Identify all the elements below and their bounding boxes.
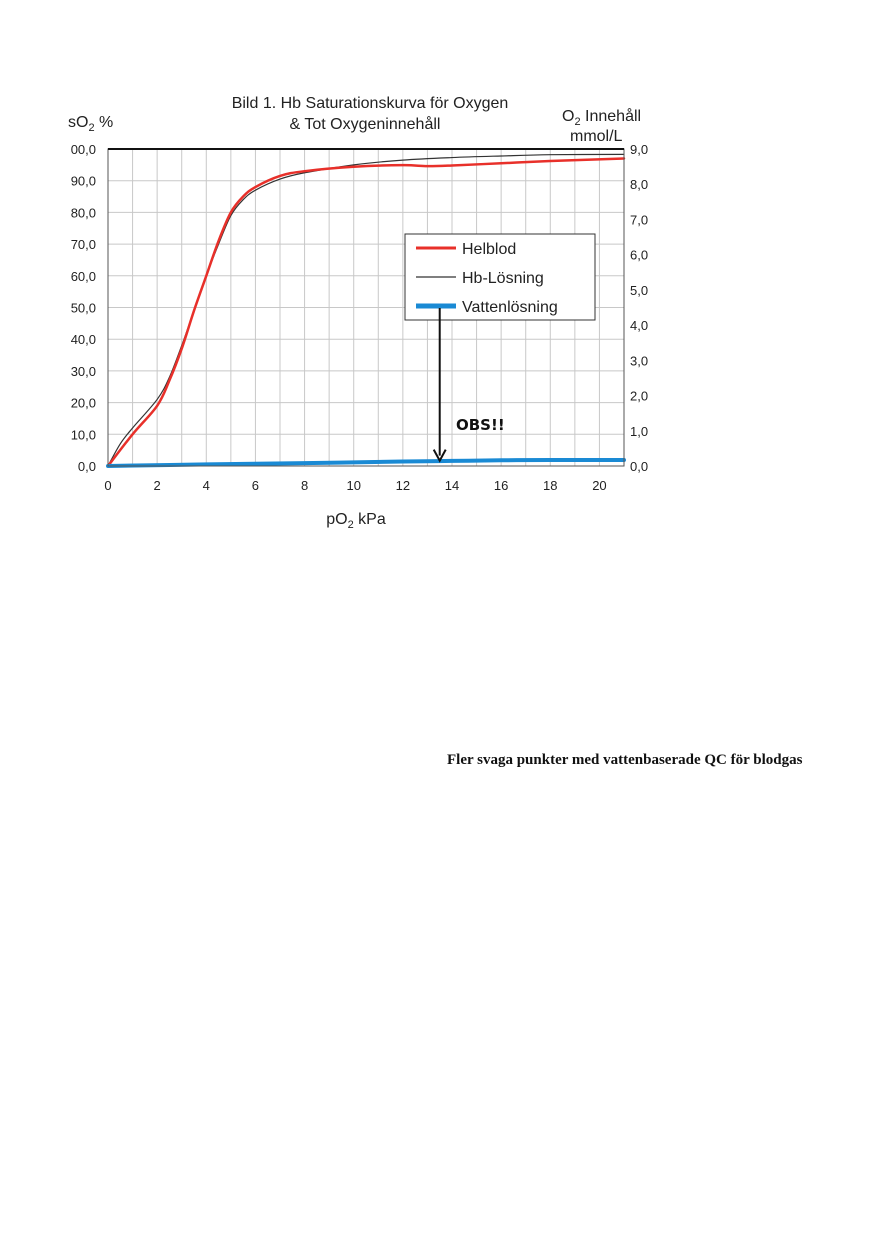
- x-tick-label: 14: [444, 478, 460, 493]
- y-right-tick-label: 9,0: [630, 142, 649, 157]
- legend-label-vattenlosning: Vattenlösning: [462, 299, 558, 316]
- y-left-tick-label: 10,0: [70, 427, 96, 443]
- obs-annotation: [434, 308, 505, 461]
- y-right-tick-label: 1,0: [630, 423, 649, 439]
- y-right-tick-label: 3,0: [630, 353, 649, 369]
- legend: [405, 234, 595, 320]
- x-tick-label: 6: [251, 478, 260, 493]
- y-left-tick-label: 00,0: [70, 142, 96, 157]
- x-tick-label: 2: [153, 478, 161, 493]
- y-right-tick-label: 6,0: [630, 247, 649, 263]
- x-tick-labels: [104, 478, 606, 493]
- y-left-tick-labels: [71, 142, 96, 474]
- chart-title-line2: & Tot Oxygeninnehåll: [289, 116, 441, 133]
- y-right-tick-label: 2,0: [630, 388, 649, 404]
- x-tick-label: 4: [202, 478, 210, 493]
- y-right-axis-label-line1: $O_2$ Innehåll: [562, 108, 642, 128]
- y-right-tick-label: 4,0: [630, 318, 649, 334]
- x-tick-label: 16: [493, 478, 509, 493]
- chart-title-line1: Bild 1. Hb Saturationskurva för Oxygen: [231, 95, 509, 112]
- obs-label: OBS!!: [456, 416, 505, 434]
- x-tick-label: 18: [543, 478, 558, 493]
- y-left-tick-label: 40,0: [70, 332, 96, 348]
- x-tick-label: 8: [300, 478, 309, 493]
- y-right-tick-labels: [630, 142, 648, 474]
- x-tick-label: 10: [346, 478, 361, 493]
- y-right-axis-label-line2: mmol/L: [570, 128, 623, 145]
- y-right-tick-label: 5,0: [630, 282, 649, 298]
- y-right-tick-label: 8,0: [630, 177, 649, 193]
- y-right-tick-label: 0,0: [630, 459, 649, 474]
- y-left-tick-label: 20,0: [70, 395, 96, 411]
- oxygen-saturation-chart: [0, 0, 883, 560]
- y-left-tick-label: 50,0: [70, 300, 96, 316]
- y-left-tick-label: 80,0: [70, 205, 96, 221]
- x-tick-label: 0: [104, 478, 112, 493]
- caption-text: Fler svaga punkter med vattenbaserade QC för blodgas: [447, 752, 803, 768]
- legend-label-hb-losning: Hb-Lösning: [462, 270, 544, 287]
- legend-label-helblod: Helblod: [462, 241, 517, 258]
- y-left-tick-label: 30,0: [70, 363, 96, 379]
- x-tick-label: 12: [395, 478, 411, 493]
- y-left-tick-label: 90,0: [70, 173, 96, 189]
- y-right-tick-label: 7,0: [630, 212, 649, 228]
- x-axis-label: $pO_2$ kPa: [326, 511, 386, 531]
- series-line-vattenlosning: [108, 460, 624, 466]
- y-left-tick-label: 0,0: [77, 459, 96, 474]
- y-left-tick-label: 70,0: [70, 237, 96, 253]
- x-tick-label: 20: [592, 478, 607, 493]
- y-left-tick-label: 60,0: [70, 268, 96, 284]
- y-left-axis-label: $sO_2$ %: [68, 114, 114, 134]
